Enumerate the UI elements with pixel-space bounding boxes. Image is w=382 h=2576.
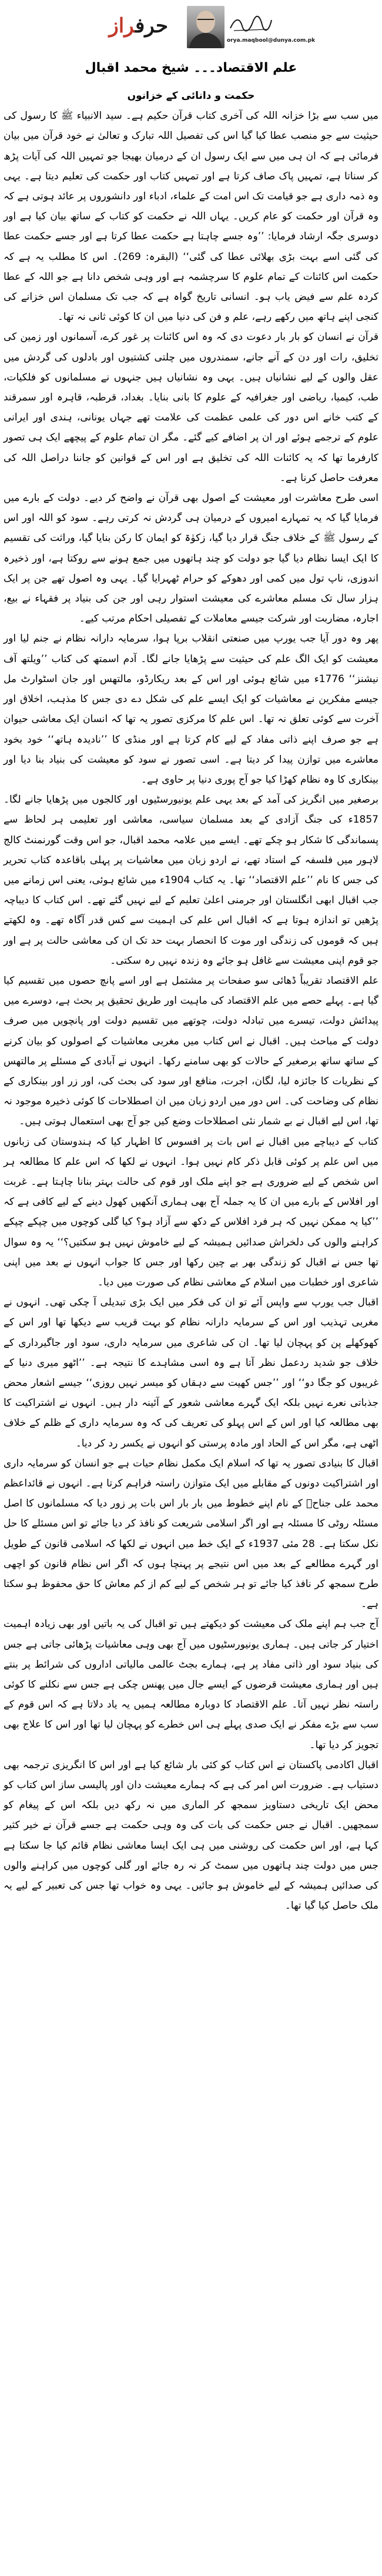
logo-text-a: حرف <box>135 14 168 38</box>
article-paragraph-11: اقبال اکادمی پاکستان نے اس کتاب کو کئی بار شائع کیا ہے اور اس کا انگریزی ترجمہ بھی دستیاب ہے۔ ضرورت اس امر کی ہے کہ ہمارے معیشت دان اور پالیسی ساز اس کتاب کو محض ایک تاریخی دستاویز سمجھ کر الماری میں نہ رکھ دیں بلکہ اس کے پیغام کو سمجھیں۔ اقبال نے جس حکمت کی بات کی وہ وہی حکمت ہے جسے قرآن نے خیر کثیر کہا ہے، اور اس حکمت کی روشنی میں ہی ایک ایسا معاشی نظام قائم کیا جا سکتا ہے جس میں دولت چند ہاتھوں میں سمٹ کر نہ رہ جائے اور گلی کوچوں میں کراہنے والوں کی صدائیں ہمیشہ کے لیے خاموش ہو جائیں۔ یہی وہ خواب تھا جس کی تعبیر کے لیے یہ ملک حاصل کیا گیا تھا۔ <box>4 1759 378 1912</box>
logo-mark <box>109 8 168 44</box>
article-paragraph-10: آج جب ہم اپنے ملک کی معیشت کو دیکھتے ہیں تو اقبال کی یہ باتیں اور بھی زیادہ اہمیت اختیار کر جاتی ہیں۔ ہماری یونیورسٹیوں میں آج بھی وہی معاشیات پڑھائی جاتی ہے جس کی بنیاد سود اور ذاتی مفاد پر ہے، ہمارے بجٹ عالمی مالیاتی اداروں کی شرائط پر بنتے ہیں اور ہماری معیشت قرضوں کے ایسے جال میں پھنس چکی ہے جس سے نکلنے کا کوئی راستہ نظر نہیں آتا۔ علم الاقتصاد کا دوبارہ مطالعہ ہمیں یہ یاد دلاتا ہے کہ اس قوم کے سب سے بڑے مفکر نے ایک صدی پہلے ہی اس خطرے کو پہچان لیا تھا اور اس کا علاج بھی تجویز کر دیا تھا۔ <box>4 1618 378 1751</box>
author-email[interactable]: orya.maqbool@dunya.com.pk <box>227 38 316 44</box>
logo-text-b: راز <box>109 14 135 38</box>
opening-heading: حکمت و دانائی کے خزانوں <box>127 90 255 102</box>
article-paragraph-2: قرآن نے انسان کو بار بار دعوت دی کہ وہ اس کائنات پر غور کرے، آسمانوں اور زمین کی تخلیق، رات اور دن کے آنے جانے، سمندروں میں چلتی کشتیوں اور بادلوں کی گردش میں عقل والوں کے لیے نشانیاں ہیں۔ یہی وہ نشانیاں ہیں جنہوں نے مسلمانوں کو فلکیات، طب، کیمیا، ریاضی اور جغرافیہ کے علوم کا بانی بنایا۔ بغداد، قرطبہ، قاہرہ اور سمرقند کے کتب خانے اس دور کی علمی عظمت کی علامت تھے جہاں یونانی، ہندی اور ایرانی علوم کے ترجمے ہوئے اور ان پر اضافے کیے گئے۔ مگر ان تمام علوم کے پیچھے ایک ہی تصور کارفرما تھا کہ یہ کائنات اللہ کی تخلیق ہے اور اس کے قوانین کو جاننا دراصل اللہ کی معرفت حاصل کرنا ہے۔ <box>4 331 378 484</box>
column-title: علم الاقتصاد۔۔۔ شیخ محمد اقبال <box>85 61 297 75</box>
column-header <box>0 0 382 88</box>
author-box <box>187 6 316 49</box>
portrait-glasses <box>197 19 214 24</box>
article-paragraph-4: پھر وہ دور آیا جب یورپ میں صنعتی انقلاب برپا ہوا، سرمایہ دارانہ نظام نے جنم لیا اور معیشت کو ایک الگ علم کی حیثیت سے پڑھایا جانے لگا۔ آدم اسمتھ کی کتاب ’’ویلتھ آف نیشنز‘‘ 1776ء میں شائع ہوئی اور اس کے بعد ریکارڈو، مالتھس اور جان اسٹوارٹ مل جیسے مفکرین نے معاشیات کو ایک ایسے علم کی شکل دے دی جس کا مذہب، اخلاق اور آخرت سے کوئی تعلق نہ تھا۔ اس علم کا مرکزی تصور یہ تھا کہ انسان ایک معاشی حیوان ہے جو صرف اپنے ذاتی مفاد کے لیے کام کرتا ہے اور منڈی کا ’’نادیدہ ہاتھ‘‘ خود بخود معاشرے میں توازن پیدا کر دیتا ہے۔ اسی تصور نے سود کو معیشت کی بنیاد بنا دیا اور بینکاری کا وہ نظام کھڑا کیا جو آج پوری دنیا پر حاوی ہے۔ <box>4 633 379 786</box>
portrait-shoulders <box>189 33 222 48</box>
article-paragraph-3: اسی طرح معاشرت اور معیشت کے اصول بھی قرآن نے واضح کر دیے۔ دولت کے بارے میں فرمایا گیا کہ یہ تمہارے امیروں کے درمیان ہی گردش نہ کرتی رہے۔ سود کو اللہ اور اس کے رسول ﷺ کے خلاف جنگ قرار دیا گیا، زکوٰۃ کو ایمان کا رکن بنایا گیا، وراثت کی تقسیم کا ایک ایسا نظام دیا گیا جو دولت کو چند ہاتھوں میں جمع ہونے سے روکتا ہے، اور ذخیرہ اندوزی، ناپ تول میں کمی اور دھوکے کو حرام ٹھہرایا گیا۔ یہی وہ اصول تھے جن پر ایک ہزار سال تک مسلم معاشرے کی معیشت استوار رہی اور جن کی بنیاد پر فقہاء نے بیع، اجارہ، مضاربت اور شرکت جیسے معاملات کے تفصیلی احکام مرتب کیے۔ <box>4 492 378 625</box>
article-paragraph-6: علم الاقتصاد تقریباً ڈھائی سو صفحات پر مشتمل ہے اور اسے پانچ حصوں میں تقسیم کیا گیا ہے۔ پہلے حصے میں علم الاقتصاد کی ماہیت اور طریق تحقیق پر بحث ہے، دوسرے میں پیدائش دولت، تیسرے میں تبادلہ دولت، چوتھے میں تقسیم دولت اور پانچویں میں صرف دولت کے مباحث ہیں۔ اقبال نے اس کتاب میں مغربی معاشیات کے اصولوں کو بیان کرنے کے ساتھ ساتھ برصغیر کے حالات کو بھی سامنے رکھا۔ انہوں نے آبادی کے مسئلے پر مالتھس کے نظریات کا جائزہ لیا، لگان، اجرت، منافع اور سود کی بحث کی، اور زر اور بینکاری کے نظام کی وضاحت کی۔ اس دور میں اردو زبان میں ان اصطلاحات کا کوئی ذخیرہ موجود نہ تھا، اس لیے اقبال نے بے شمار نئی اصطلاحات وضع کیں جو آج بھی استعمال ہوتی ہیں۔ <box>4 974 378 1128</box>
article-paragraph-5: برصغیر میں انگریز کی آمد کے بعد یہی علم یونیورسٹیوں اور کالجوں میں پڑھایا جانے لگا۔ 1857ء کی جنگ آزادی کے بعد مسلمان سیاسی، معاشی اور تعلیمی ہر لحاظ سے پسماندگی کا شکار ہو چکے تھے۔ ایسے میں علامہ محمد اقبال، جو اس وقت گورنمنٹ کالج لاہور میں فلسفہ کے استاد تھے، نے اردو زبان میں معاشیات پر پہلی باقاعدہ کتاب تحریر کی جس کا نام ’’علم الاقتصاد‘‘ تھا۔ یہ کتاب 1904ء میں شائع ہوئی، یعنی اس زمانے میں جب اقبال ابھی انگلستان اور جرمنی اعلیٰ تعلیم کے لیے نہیں گئے تھے۔ اس کتاب کا دیباچہ پڑھیں تو اندازہ ہوتا ہے کہ اقبال اس علم کی اہمیت سے کس قدر آگاہ تھے۔ وہ لکھتے ہیں کہ قوموں کی زندگی اور موت کا انحصار بہت حد تک ان کی معاشی حالت پر ہے اور جو قوم اپنی معیشت سے غافل ہو جائے وہ زندہ نہیں رہ سکتی۔ <box>4 794 378 967</box>
column-logo <box>107 6 172 48</box>
article-paragraph-7: کتاب کے دیباچے میں اقبال نے اس بات پر افسوس کا اظہار کیا کہ ہندوستان کی زبانوں میں اس علم پر کوئی قابل ذکر کام نہیں ہوا۔ انہوں نے لکھا کہ اس علم کا مطالعہ ہر اس شخص کے لیے ضروری ہے جو اپنے ملک اور قوم کی حالت بہتر بنانا چاہتا ہے۔ غربت اور افلاس کے بارے میں ان کا یہ جملہ آج بھی ہماری آنکھیں کھول دینے کے لیے کافی ہے کہ ’’کیا یہ ممکن نہیں کہ ہر فرد افلاس کے دکھ سے آزاد ہو؟ کیا گلی کوچوں میں چپکے چپکے کراہنے والوں کی دلخراش صدائیں ہمیشہ کے لیے خاموش نہیں ہو سکتیں؟‘‘ یہ وہ سوال تھا جس نے اقبال کو زندگی بھر بے چین رکھا اور جس کا جواب انہوں نے بعد میں اپنی شاعری اور خطبات میں اسلام کے معاشی نظام کی صورت میں دیا۔ <box>4 1135 378 1288</box>
article-paragraph-9: اقبال کا بنیادی تصور یہ تھا کہ اسلام ایک مکمل نظام حیات ہے جو انسان کو سرمایہ داری اور اشتراکیت دونوں کے مقابلے میں ایک متوازن راستہ فراہم کرتا ہے۔ انہوں نے قائداعظم محمد علی جناحؒ کے نام اپنے خطوط میں بار بار اس بات پر زور دیا کہ مسلمانوں کا اصل مسئلہ روٹی کا مسئلہ ہے اور اگر اسلامی شریعت کو نافذ کر دیا جائے تو اس مسئلے کا حل نکل سکتا ہے۔ 28 مئی 1937ء کے ایک خط میں انہوں نے لکھا کہ اسلامی قانون کے طویل اور گہرے مطالعے کے بعد میں اس نتیجے پر پہنچا ہوں کہ اگر اس نظام قانون کو اچھی طرح سمجھ کر نافذ کیا جائے تو ہر شخص کے لیے کم از کم معاش کا حق محفوظ ہو سکتا ہے۔ <box>4 1457 379 1611</box>
article-paragraph-1: میں سب سے بڑا خزانہ اللہ کی آخری کتاب قرآن حکیم ہے۔ سید الانبیاء ﷺ کا رسول کی حیثیت سے جو منصب عطا کیا گیا اس کی تفصیل اللہ تبارک و تعالیٰ نے خود قرآن میں بیان فرمائی ہے کہ ان ہی میں سے ایک رسول ان کے درمیان بھیجا جو تمہیں اللہ کی آیات پڑھ کر سناتا ہے، تمہیں پاک صاف کرتا ہے اور تمہیں کتاب اور حکمت کی تعلیم دیتا ہے۔ یہی وہ ذمہ داری ہے جو قیامت تک اس امت کے علماء، ادباء اور دانشوروں پر عائد ہوتی ہے کہ وہ قرآن اور حکمت کو عام کریں۔ یہاں اللہ نے حکمت کو کتاب کے ساتھ بیان کیا ہے اور دوسری جگہ ارشاد فرمایا: ’’وہ جسے چاہتا ہے حکمت عطا کرتا ہے اور جسے حکمت عطا کی گئی اسے بہت بڑی بھلائی عطا کی گئی‘‘ (البقرہ: 269)۔ اس کا مطلب یہ ہے کہ حکمت اس کائنات کے تمام علوم کا سرچشمہ ہے اور وہی شخص دانا ہے جو اللہ کے عطا کردہ علم سے فیض یاب ہو۔ انسانی تاریخ گواہ ہے کہ جب تک مسلمان اس خزانے کی کنجی اپنے ہاتھ میں رکھے رہے، علم و فن کی دنیا میں ان کا کوئی ثانی نہ تھا۔ <box>4 110 378 323</box>
author-portrait <box>187 6 224 48</box>
author-signature <box>228 12 274 35</box>
article-paragraph-8: اقبال جب یورپ سے واپس آئے تو ان کی فکر میں ایک بڑی تبدیلی آ چکی تھی۔ انہوں نے مغربی تہذیب اور اس کے سرمایہ دارانہ نظام کو بہت قریب سے دیکھا تھا اور اس کے کھوکھلے پن کو پہچان لیا تھا۔ ان کی شاعری میں سرمایہ داری، سود اور جاگیرداری کے خلاف جو شدید ردعمل نظر آتا ہے وہ اسی مشاہدے کا نتیجہ ہے۔ ’’اٹھو میری دنیا کے غریبوں کو جگا دو‘‘ اور ’’جس کھیت سے دہقاں کو میسر نہیں روزی‘‘ جیسے اشعار محض جذباتی نعرے نہیں بلکہ ایک گہرے معاشی شعور کے آئینہ دار ہیں۔ انہوں نے اشتراکیت کا بھی مطالعہ کیا اور اس کے اس پہلو کی تعریف کی کہ وہ سرمایہ داری کے ظلم کے خلاف اٹھی ہے، مگر اس کے الحاد اور مادہ پرستی کو انہوں نے یکسر رد کر دیا۔ <box>4 1297 378 1449</box>
article-body <box>4 86 378 1916</box>
